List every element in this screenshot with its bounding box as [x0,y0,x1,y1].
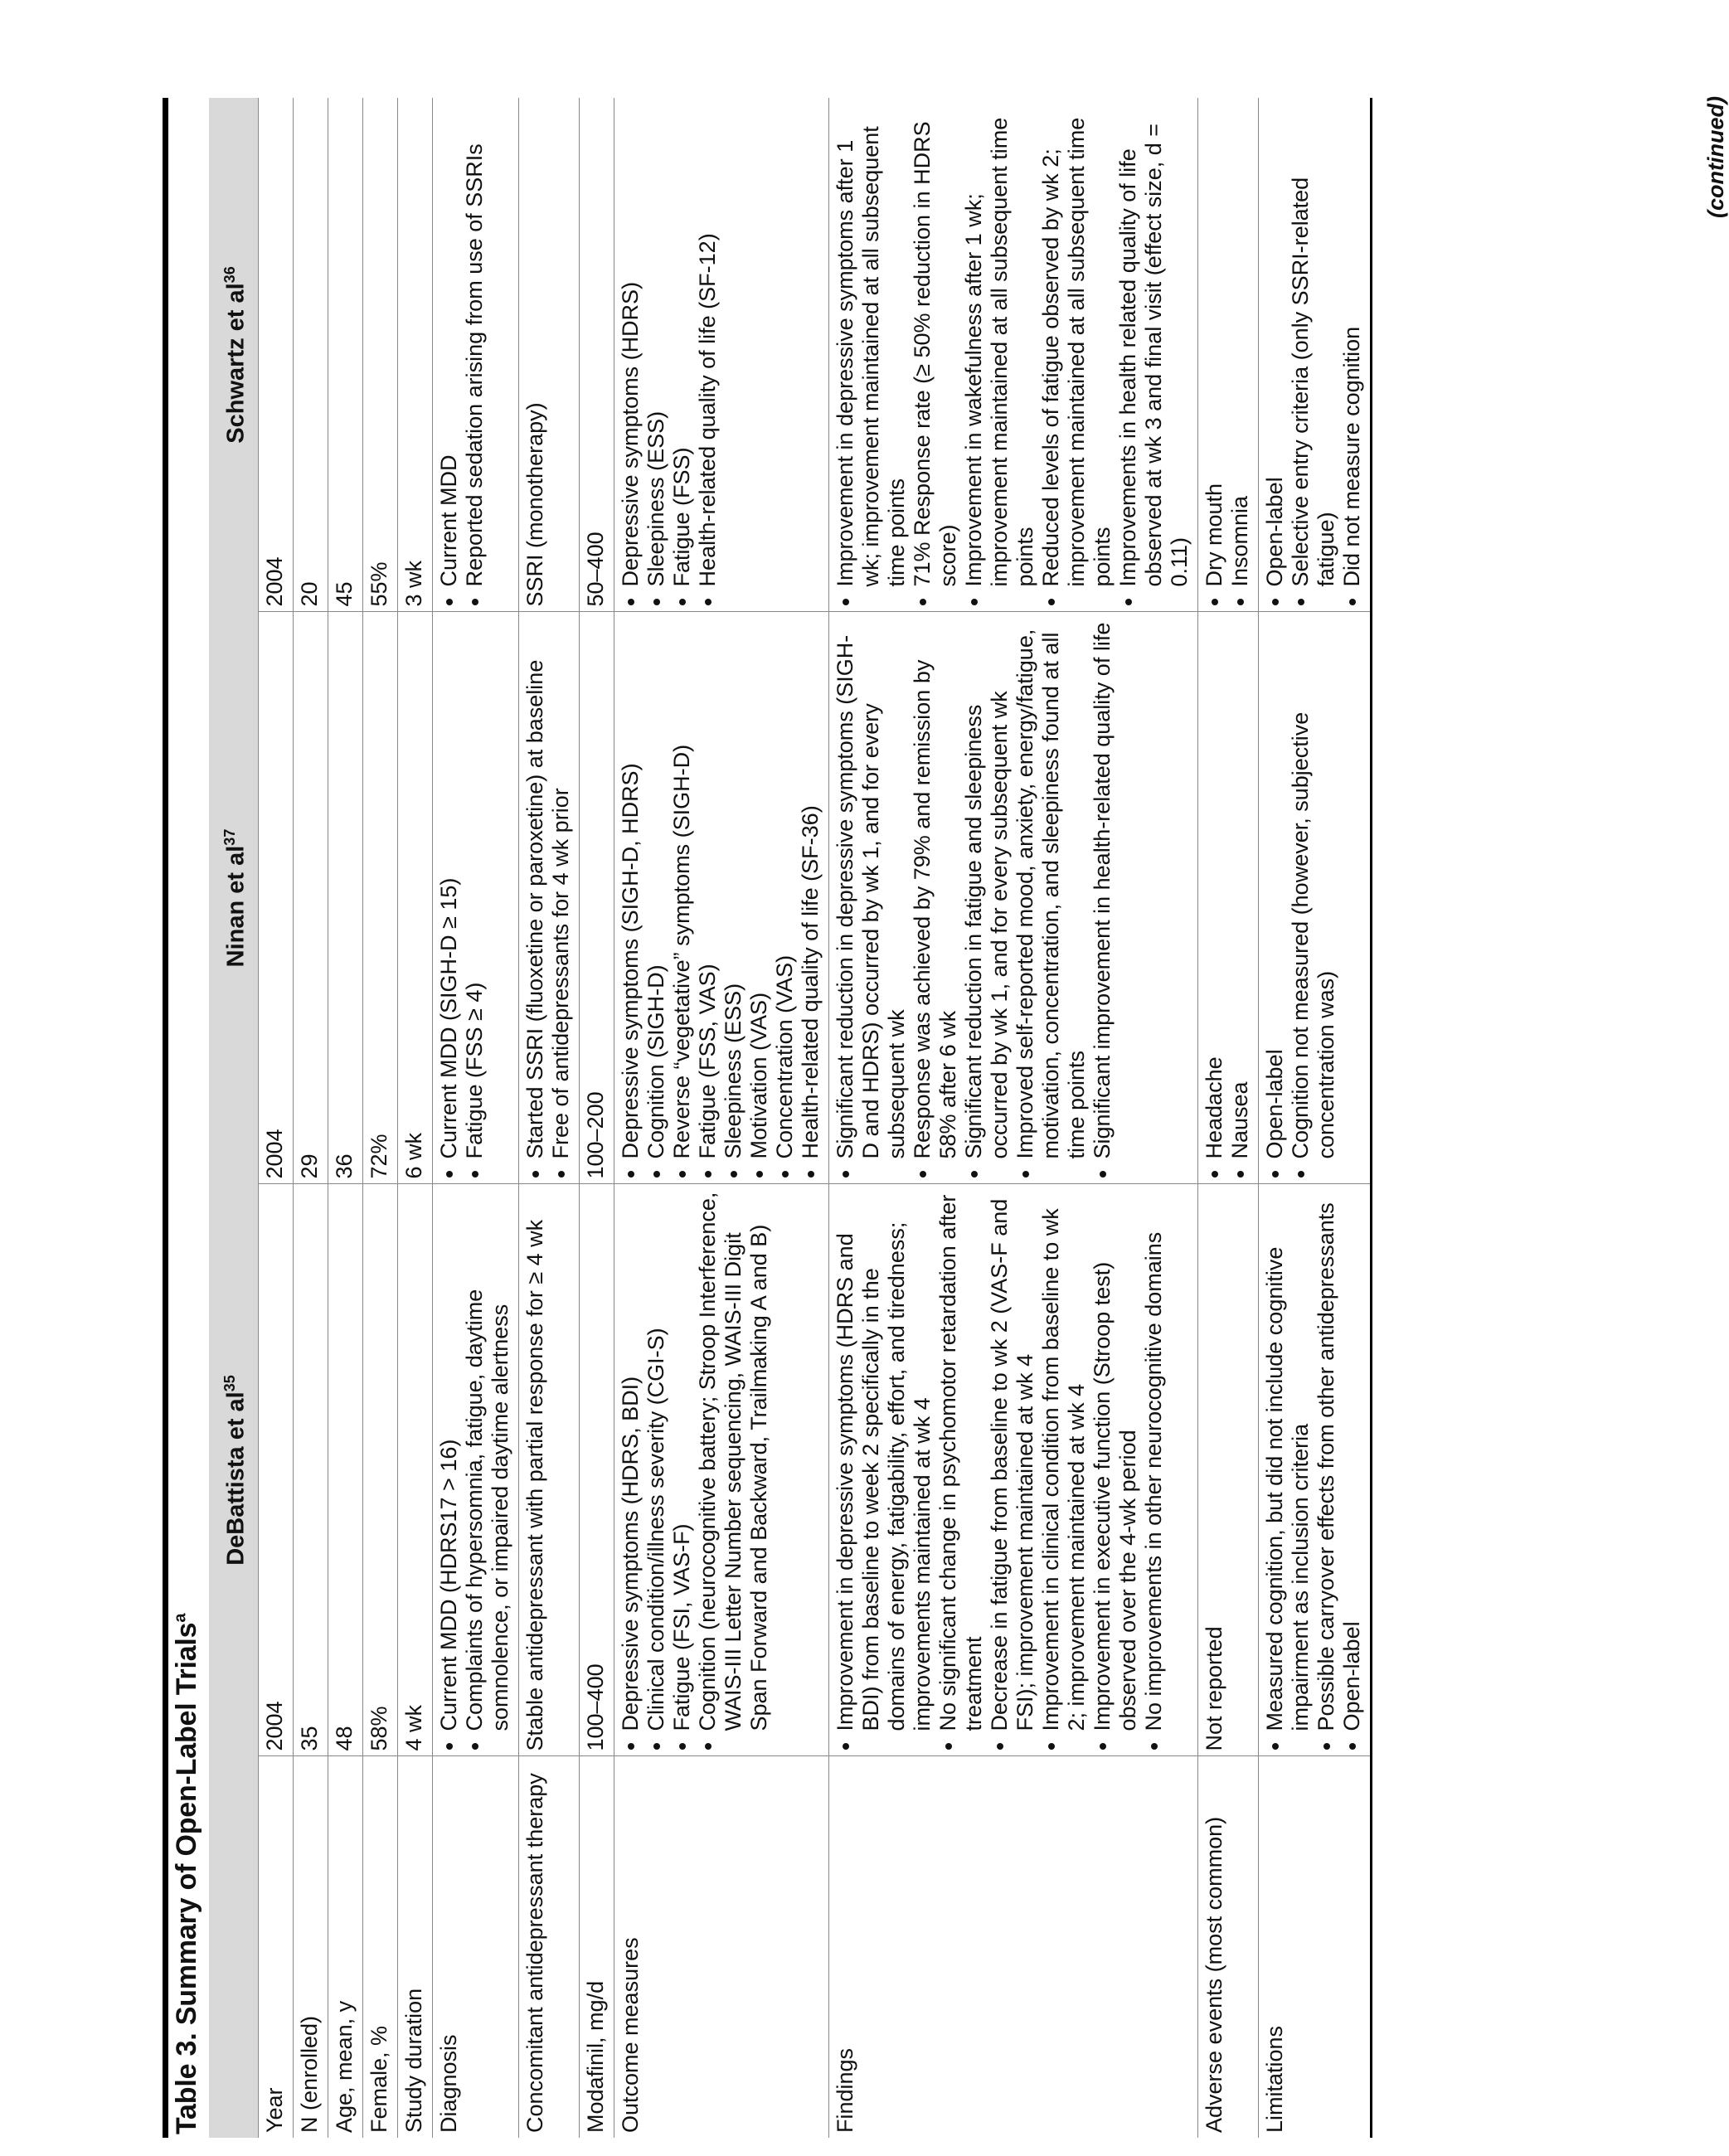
bullet-item: • Dry mouth [1202,104,1227,587]
bullet-item: • Improvement in depressive symptoms after 1 wk; improvement maintained at all subsequent time points [833,104,910,587]
row-concomitant [518,98,579,2138]
bullet-item: • Improvement in wakefulness after 1 wk; improvement maintained at all subsequent time points [961,104,1038,587]
bullet-item: • Complaints of hypersomnia, fatigue, daytime somnolence, or impaired daytime alertness [462,1192,513,1731]
bullet-item: • Insomnia [1227,104,1253,587]
row-label: N (enrolled) [293,1756,328,2138]
cell: 3 wk [397,98,432,612]
bullet-item: • Health-related quality of life (SF-36) [798,619,823,1159]
bullet-item: • Improvement in executive function (Stroop test) observed over the 4-wk period [1090,1192,1141,1731]
row-label: Female, % [362,1756,397,2138]
bullet-item: • Reduced levels of fatigue observed by wk 2; improvement maintained at all subsequent time points [1038,104,1115,587]
bullet-item: • 71% Response rate (≥ 50% reduction in HDRS score) [910,104,961,587]
bullet-item: • Clinical condition/illness severity (CGI-S) [644,1192,669,1731]
cell: Stable antidepressant with partial response for ≥ 4 wk [518,1184,579,1756]
cell: 4 wk [397,1184,432,1756]
row-label: Findings [828,1756,1197,2138]
bullet-item: • No improvements in other neurocognitive domains [1141,1192,1167,1731]
cell [614,98,828,612]
row-modafinil [579,98,614,2138]
cell: 48 [328,1184,362,1756]
cell [1197,98,1258,612]
cell: 50–400 [579,98,614,612]
bullet-item: • Headache [1202,619,1227,1159]
header-ninan: Ninan et $al^{37}$ [209,612,258,1184]
cell [1258,98,1371,612]
bullet-item: • Current MDD (HDRS17 > 16) [436,1192,462,1731]
cell [432,1184,518,1756]
title-footnote: a [171,1613,190,1623]
bullet-item: • Measured cognition, but did not include cognitive impairment as inclusion criteria [1262,1192,1314,1731]
row-label: Diagnosis [432,1756,518,2138]
row-label: Concomitant antidepressant therapy [518,1756,579,2138]
cell: 58% [362,1184,397,1756]
bullet-item: • Improvement in depressive symptoms (HDRS and BDI) from baseline to week 2 specifically in the domains of energy, fatigability, effort, and tiredness; improvements maintained at wk 4 [833,1192,935,1731]
bullet-item: • Cognition (SIGH-D) [644,619,669,1159]
row-diagnosis [432,98,518,2138]
cell: 45 [328,98,362,612]
cell: 100–400 [579,1184,614,1756]
cell: 29 [293,612,328,1184]
row-label: Limitations [1258,1756,1371,2138]
bullet-item: • Started SSRI (fluoxetine or paroxetine) at baseline [522,619,548,1159]
bullet-item: • Significant improvement in health-related quality of life [1090,619,1115,1159]
cell: 2004 [258,612,293,1184]
cell: 20 [293,98,328,612]
row-label: Study duration [397,1756,432,2138]
cell [1258,612,1371,1184]
bullet-item: • Reported sedation arising from use of SSRIs [462,104,488,587]
top-rule [163,98,168,2138]
cell [828,612,1197,1184]
cell [828,1184,1197,1756]
bullet-item: • Sleepiness (ESS) [644,104,669,587]
bullet-item: • Significant reduction in fatigue and sleepiness occurred by wk 1, and for every subsequent wk [961,619,1013,1159]
cell [432,98,518,612]
cell: 2004 [258,98,293,612]
bullet-item: • Cognition not measured (however, subjective concentration was) [1288,619,1339,1159]
cell [432,612,518,1184]
row-age [328,98,362,2138]
cell: 6 wk [397,612,432,1184]
cell [1197,612,1258,1184]
bullet-item: • Significant reduction in depressive symptoms (SIGH-D and HDRS) occurred by wk 1, and for every subsequent wk [833,619,910,1159]
bullet-item: • Depressive symptoms (HDRS, BDI) [618,1192,644,1731]
bullet-item: • Possible carryover effects from other antidepressants [1314,1192,1339,1731]
bullet-item: • Fatigue (FSI, VAS-F) [669,1192,695,1731]
bullet-item: • Concentration (VAS) [772,619,798,1159]
bullet-item: • Open-label [1339,1192,1365,1731]
row-female [362,98,397,2138]
cell: 2004 [258,1184,293,1756]
bullet-item: • Improved self-reported mood, anxiety, energy/fatigue, motivation, concentration, and sleepiness found at all time points [1013,619,1090,1159]
row-label: Year [258,1756,293,2138]
bullet-item: • Nausea [1227,619,1253,1159]
bullet-item: • Free of antidepressants for 4 wk prior [548,619,574,1159]
row-year [258,98,293,2138]
bullet-item: • Open-label [1262,104,1288,587]
row-duration [397,98,432,2138]
bullet-item: • Sleepiness (ESS) [721,619,746,1159]
bullet-item: • Fatigue (FSS ≥ 4) [462,619,488,1159]
cell: 55% [362,98,397,612]
header-row [209,98,258,2138]
cell: 36 [328,612,362,1184]
row-outcomes [614,98,828,2138]
bullet-item: • Motivation (VAS) [746,619,772,1159]
cell [614,1184,828,1756]
cell: 100–200 [579,612,614,1184]
cell [614,612,828,1184]
header-debattista: DeBattista et $al^{35}$ [209,1184,258,1756]
cell [828,98,1197,612]
table-title: Table 3. Summary of Open-Label Trials$^a$ [171,1613,202,2134]
bullet-item: • Depressive symptoms (HDRS) [618,104,644,587]
row-limitations [1258,98,1371,2138]
bullet-item: • Selective entry criteria (only SSRI-related fatigue) [1288,104,1339,587]
bullet-item: • No significant change in psychomotor retardation after treatment [935,1192,987,1731]
header-schwartz: Schwartz et $al^{36}$ [209,98,258,612]
cell: Not reported [1197,1184,1258,1756]
cell: 35 [293,1184,328,1756]
bullet-item: • Open-label [1262,619,1288,1159]
bullet-item: • Response was achieved by 79% and remission by 58% after 6 wk [910,619,961,1159]
row-label: Adverse events (most common) [1197,1756,1258,2138]
cell [1258,1184,1371,1756]
row-adverse-events [1197,98,1258,2138]
bullet-item: • Current MDD [436,104,462,587]
cell: SSRI (monotherapy) [518,98,579,612]
cell: 72% [362,612,397,1184]
row-findings [828,98,1197,2138]
bullet-item: • Improvement in clinical condition from baseline to wk 2; improvement maintained at wk 4 [1038,1192,1090,1731]
row-label: Modafinil, mg/d [579,1756,614,2138]
bullet-item: • Cognition (neurocognitive battery; Stroop Interference, WAIS-III Letter Number sequencing, WAIS-III Digit Span Forward and Backward, Trailmaking A and B) [695,1192,772,1731]
bullet-item: • Fatigue (FSS, VAS) [695,619,721,1159]
open-label-trials-table [209,98,1372,2138]
bullet-item: • Fatigue (FSS) [669,104,695,587]
bullet-item: • Decrease in fatigue from baseline to wk 2 (VAS-F and FSI); improvement maintained at wk 4 [987,1192,1038,1731]
bullet-item: • Current MDD (SIGH-D ≥ 15) [436,619,462,1159]
bullet-item: • Reverse “vegetative” symptoms (SIGH-D) [669,619,695,1159]
continued-note: (continued) [1703,96,1728,218]
row-label: Age, mean, y [328,1756,362,2138]
cell [518,612,579,1184]
header-blank [209,1756,258,2138]
bullet-item: • Improvements in health related quality of life observed at wk 3 and final visit (effect size, d = 0.11) [1115,104,1192,587]
row-label: Outcome measures [614,1756,828,2138]
row-n-enrolled [293,98,328,2138]
bullet-item: • Health-related quality of life (SF-12) [695,104,721,587]
bullet-item: • Depressive symptoms (SIGH-D, HDRS) [618,619,644,1159]
bullet-item: • Did not measure cognition [1339,104,1365,587]
